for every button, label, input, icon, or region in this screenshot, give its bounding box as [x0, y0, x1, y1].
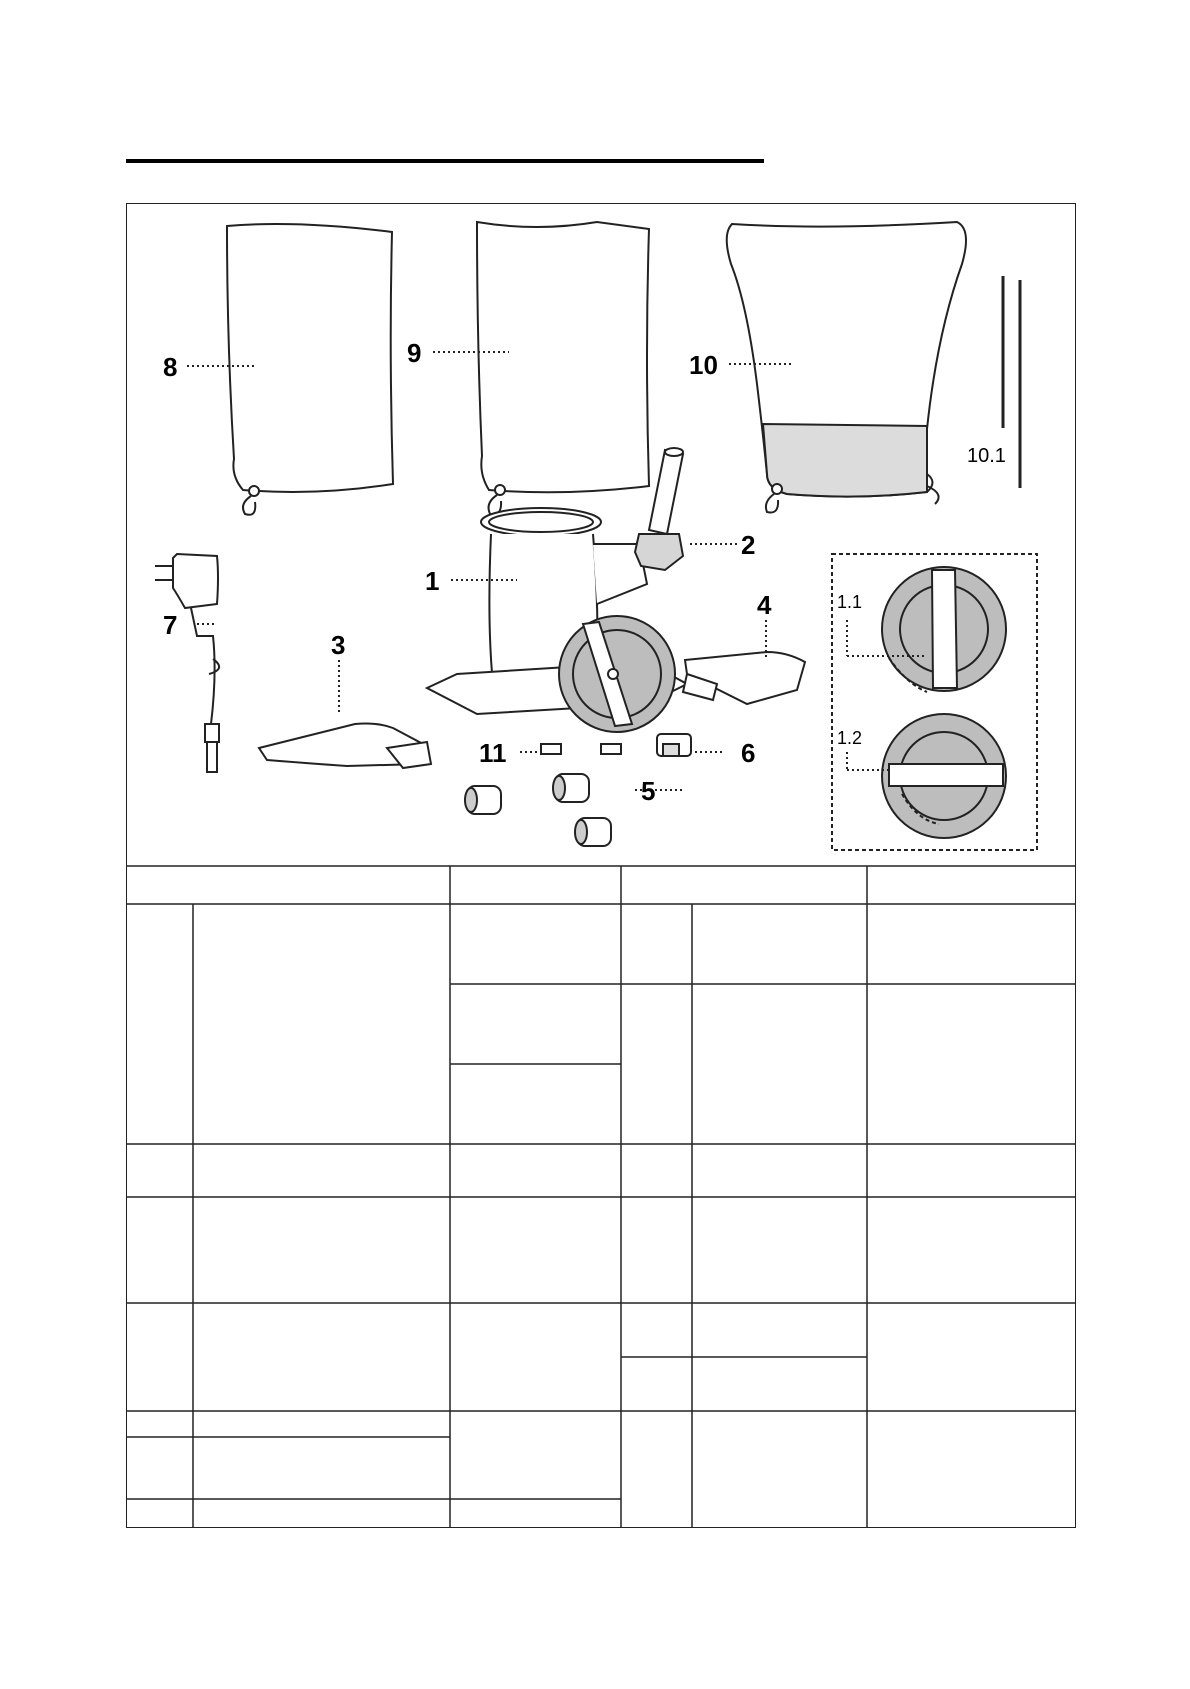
nozzle-3-image [259, 724, 431, 769]
bag-9-image [477, 222, 649, 514]
callout-4: 4 [757, 590, 772, 620]
bag-10-image [727, 222, 966, 513]
callout-10: 10 [689, 350, 718, 380]
parts-illustration [127, 204, 1075, 866]
callout-5: 5 [641, 776, 656, 806]
callout-1-1: 1.1 [837, 592, 863, 612]
rollers-5-image [465, 774, 611, 846]
part-6-image [657, 734, 691, 756]
callout-1: 1 [425, 566, 440, 596]
callout-1-2: 1.2 [837, 728, 863, 748]
bag-8-image [227, 224, 393, 515]
callout-7: 7 [163, 610, 178, 640]
callout-9: 9 [407, 338, 422, 368]
callout-8: 8 [163, 352, 178, 382]
callout-10-1: 10.1 [967, 445, 1006, 467]
dial-inset [832, 554, 1037, 850]
callout-3: 3 [331, 630, 346, 660]
charger-7-image [155, 554, 219, 772]
callout-11: 11 [479, 738, 507, 768]
nozzle-4-image [683, 652, 805, 704]
clip-11-image [541, 744, 621, 754]
header-rule [126, 159, 764, 163]
callout-2: 2 [741, 530, 756, 560]
callout-6: 6 [741, 738, 756, 768]
